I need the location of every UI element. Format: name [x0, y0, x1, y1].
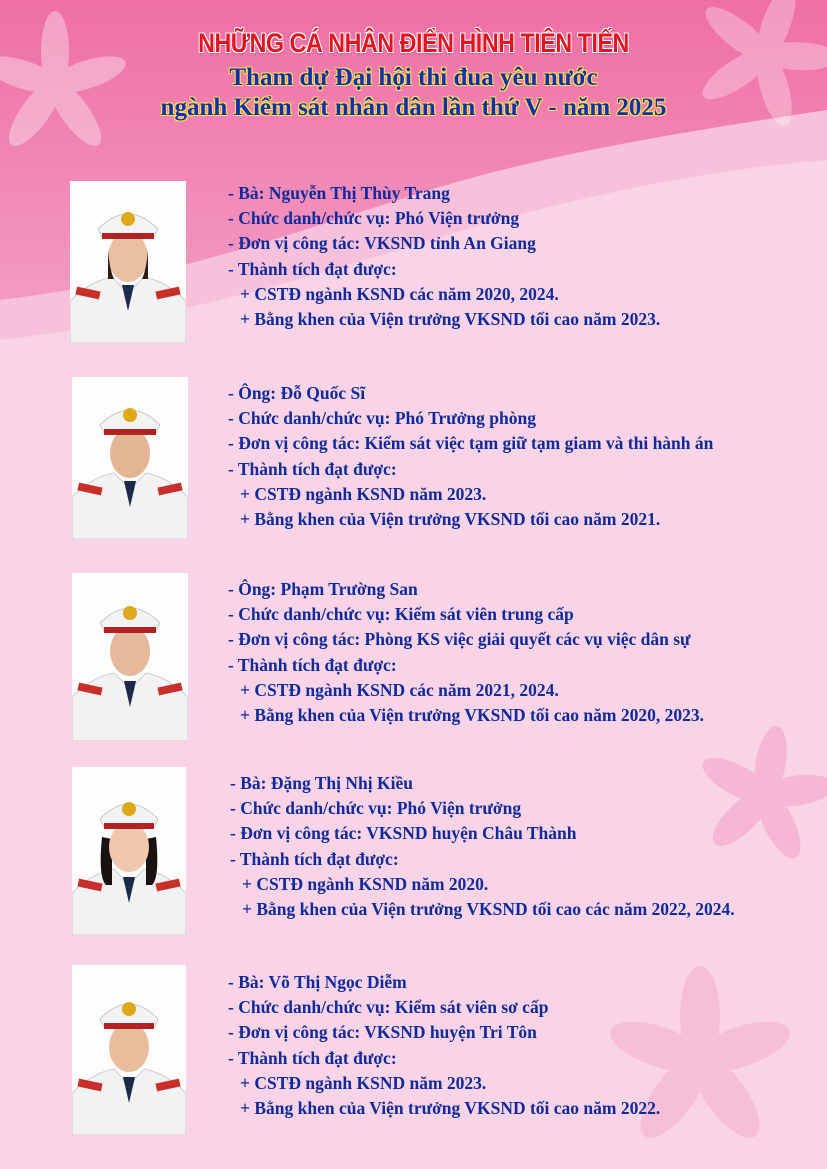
person-unit: - Đơn vị công tác: Phòng KS việc giải quyết các vụ việc dân sự: [228, 629, 691, 650]
person-name: - Bà: Nguyễn Thị Thùy Trang: [228, 183, 450, 203]
person-name: - Bà: Võ Thị Ngọc Diễm: [228, 972, 407, 992]
portrait-photo: [72, 965, 186, 1135]
person-achievement: + Bằng khen của Viện trưởng VKSND tối cao năm 2020, 2023.: [240, 704, 704, 725]
person-name: - Ông: Phạm Trường San: [228, 579, 418, 599]
person-name: - Bà: Đặng Thị Nhị Kiều: [230, 773, 413, 793]
person-achievements-label: - Thành tích đạt được:: [230, 848, 399, 869]
person-position: - Chức danh/chức vụ: Kiểm sát viên sơ cấp: [228, 997, 549, 1018]
portrait-photo: [70, 181, 186, 343]
person-unit: - Đơn vị công tác: VKSND tỉnh An Giang: [228, 233, 536, 254]
person-card: [0, 573, 827, 743]
person-achievement: + Bằng khen của Viện trưởng VKSND tối cao năm 2021.: [240, 508, 661, 529]
person-achievement: + CSTĐ ngành KSND các năm 2020, 2024.: [240, 283, 559, 304]
person-position: - Chức danh/chức vụ: Kiểm sát viên trung cấp: [228, 604, 574, 625]
person-achievements-label: - Thành tích đạt được:: [228, 654, 397, 675]
person-card: [0, 377, 827, 547]
person-position: - Chức danh/chức vụ: Phó Trưởng phòng: [228, 408, 536, 429]
person-info: [228, 381, 713, 532]
person-achievement: + CSTĐ ngành KSND năm 2023.: [240, 1072, 487, 1093]
poster-header: [0, 28, 827, 123]
person-name: - Ông: Đỗ Quốc Sĩ: [228, 383, 366, 403]
portrait-photo: [72, 767, 186, 935]
person-card: [0, 965, 827, 1135]
person-info: [230, 771, 735, 922]
portrait-photo: [72, 573, 188, 741]
person-info: [228, 577, 704, 728]
person-achievement: + CSTĐ ngành KSND năm 2023.: [240, 483, 487, 504]
portrait-photo: [72, 377, 188, 539]
person-achievement: + CSTĐ ngành KSND các năm 2021, 2024.: [240, 679, 559, 700]
person-achievements-label: - Thành tích đạt được:: [228, 458, 397, 479]
person-unit: - Đơn vị công tác: Kiểm sát việc tạm giữ tạm giam và thi hành án: [228, 433, 714, 454]
person-position: - Chức danh/chức vụ: Phó Viện trưởng: [228, 208, 520, 229]
person-achievements-label: - Thành tích đạt được:: [228, 258, 397, 279]
person-achievement: + Bằng khen của Viện trưởng VKSND tối cao các năm 2022, 2024.: [242, 898, 735, 919]
person-info: [228, 181, 660, 332]
person-unit: - Đơn vị công tác: VKSND huyện Tri Tôn: [228, 1022, 537, 1043]
person-achievement: + Bằng khen của Viện trưởng VKSND tối cao năm 2023.: [240, 308, 661, 329]
person-card: [0, 181, 827, 351]
person-achievement: + CSTĐ ngành KSND năm 2020.: [242, 873, 489, 894]
person-card: [0, 767, 827, 937]
poster-subtitle-line-1: Tham dự Đại hội thi đua yêu nước: [229, 64, 598, 91]
person-info: [228, 970, 660, 1121]
person-achievement: + Bằng khen của Viện trưởng VKSND tối cao năm 2022.: [240, 1097, 661, 1118]
person-unit: - Đơn vị công tác: VKSND huyện Châu Thành: [230, 823, 577, 844]
poster-title: NHỮNG CÁ NHÂN ĐIỂN HÌNH TIÊN TIẾN: [198, 28, 629, 58]
person-position: - Chức danh/chức vụ: Phó Viện trưởng: [230, 798, 522, 819]
person-achievements-label: - Thành tích đạt được:: [228, 1047, 397, 1068]
poster-subtitle-line-2: ngành Kiểm sát nhân dân lần thứ V - năm 2025: [160, 94, 667, 121]
